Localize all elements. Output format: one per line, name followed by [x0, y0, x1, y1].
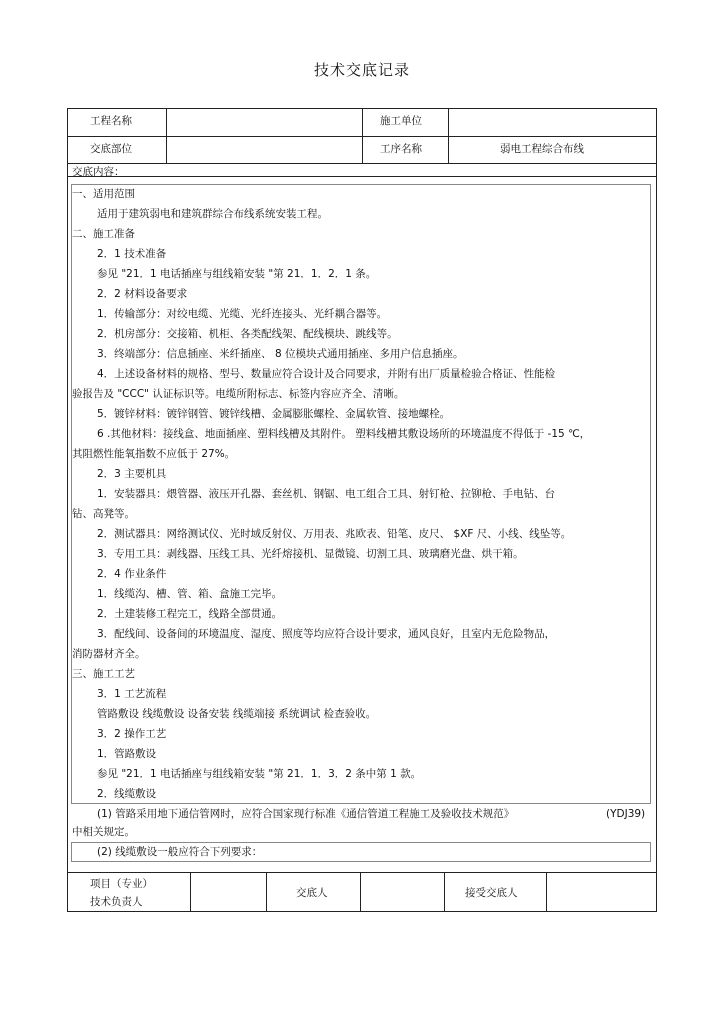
body-line: 消防器材齐全。 — [72, 648, 146, 660]
process-flow: 管路敷设 线缆敷设 设备安装 线缆端接 系统调试 检查验收。 — [97, 708, 377, 720]
project-name-label: 工程名称 — [90, 115, 132, 127]
responsible-label-2: 技术负责人 — [90, 896, 143, 908]
body-line: 1．管路敷设 — [97, 748, 157, 760]
process-value: 弱电工程综合布线 — [500, 143, 584, 155]
construction-unit-label: 施工单位 — [380, 115, 422, 127]
sub-heading: 2．2 材料设备要求 — [97, 288, 188, 300]
sub-heading: 2．1 技术准备 — [97, 248, 167, 260]
body-line: 3．专用工具：剥线器、压线工具、光纤熔接机、显微镜、切割工具、玻璃磨光盘、烘干箱。 — [97, 548, 524, 560]
body-line: 验报告及 "CCC" 认证标识等。电缆所附标志、标签内容应齐全、清晰。 — [72, 388, 405, 400]
section-heading: 三、施工工艺 — [72, 668, 135, 680]
responsible-label-1: 项目（专业） — [90, 878, 153, 890]
column-divider — [444, 872, 445, 912]
body-line: 1．传输部分：对绞电缆、光缆、光纤连接头、光纤耦合器等。 — [97, 308, 388, 320]
column-divider — [190, 872, 191, 912]
page-title: 技术交底记录 — [313, 61, 410, 79]
column-divider — [266, 872, 267, 912]
column-divider — [448, 108, 449, 164]
column-divider — [546, 872, 547, 912]
body-line: 2．土建装修工程完工，线路全部贯通。 — [97, 608, 283, 620]
body-line: 其阻燃性能氧指数不应低于 27%。 — [72, 448, 236, 460]
body-line: 3．配线间、设备间的环境温度、湿度、照度等均应符合设计要求，通风良好，且室内无危险物品， — [97, 628, 556, 640]
body-line: 参见 "21．1 电话插座与组线箱安装 "第 21．1．3．2 条中第 1 款。 — [97, 768, 422, 780]
body-line: 2．测试器具：网络测试仪、光时域反射仪、万用表、兆欧表、铅笔、皮尺、 $XF 尺、小线、线坠等。 — [97, 528, 572, 540]
body-line: 适用于建筑弱电和建筑群综合布线系统安装工程。 — [97, 208, 328, 220]
column-divider — [166, 108, 167, 164]
location-label: 交底部位 — [90, 143, 132, 155]
section-heading: 二、施工准备 — [72, 228, 135, 240]
body-line: 1．线缆沟、槽、管、箱、盒施工完毕。 — [97, 588, 283, 600]
standard-code: (YDJ39) — [606, 808, 646, 820]
sub-heading: 2．3 主要机具 — [97, 468, 167, 480]
body-line: 1．安装器具：煨管器、液压开孔器、套丝机、钢锯、电工组合工具、射钉枪、拉铆枪、手电钻、台 — [97, 488, 556, 500]
sub-heading: 2．4 作业条件 — [97, 568, 167, 580]
receiver-label: 接受交底人 — [465, 887, 518, 899]
body-line: 中相关规定。 — [72, 826, 135, 838]
body-line: 3．终端部分：信息插座、米纤插座、 8 位模块式通用插座、多用户信息插座。 — [97, 348, 464, 360]
footer-table — [67, 872, 657, 912]
body-line: 2．机房部分：交接箱、机柜、各类配线架、配线模块、跳线等。 — [97, 328, 398, 340]
body-line: (2) 线缆敷设一般应符合下列要求： — [97, 846, 263, 858]
discloser-label: 交底人 — [296, 887, 328, 899]
body-line: (1) 管路采用地下通信管网时，应符合国家现行标准《通信管道工程施工及验收技术规范》 — [97, 808, 515, 820]
sub-heading: 3．1 工艺流程 — [97, 688, 167, 700]
body-line: 5．镀锌材料：镀锌钢管、镀锌线槽、金属膨胀螺栓、金属软管、接地螺栓。 — [97, 408, 451, 420]
section-heading: 一、适用范围 — [72, 188, 135, 200]
body-line: 2．线缆敷设 — [97, 788, 157, 800]
content-label: 交底内容： — [72, 166, 125, 178]
body-line: 6 .其他材料：接线盒、地面插座、塑料线槽及其附件。 塑料线槽其敷设场所的环境温度不得低于 -15 ℃， — [97, 428, 591, 440]
body-line: 钻、高凳等。 — [72, 508, 135, 520]
column-divider — [360, 872, 361, 912]
body-line: 参见 "21．1 电话插座与组线箱安装 "第 21．1．2．1 条。 — [97, 268, 377, 280]
sub-heading: 3．2 操作工艺 — [97, 728, 167, 740]
column-divider — [362, 108, 363, 164]
body-line: 4．上述设备材料的规格、型号、数量应符合设计及合同要求，并附有出厂质量检验合格证、性能检 — [97, 368, 556, 380]
process-label: 工序名称 — [380, 143, 422, 155]
